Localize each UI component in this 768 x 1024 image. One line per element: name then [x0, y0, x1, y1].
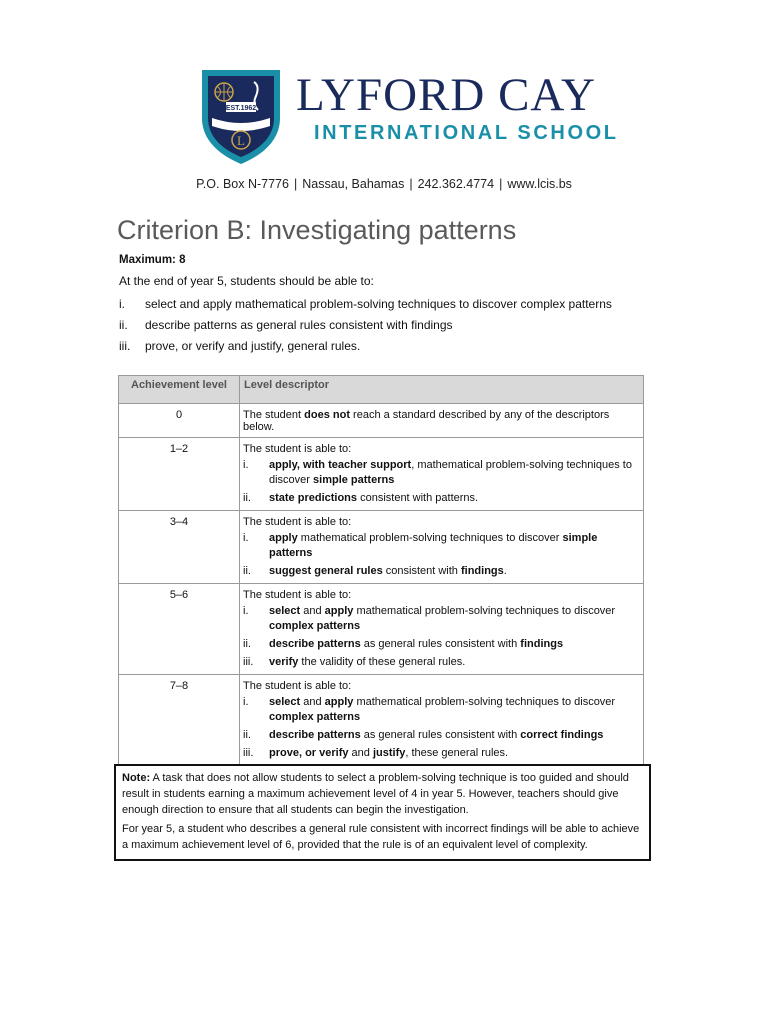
descriptor-text: the validity of these general rules. [298, 656, 466, 668]
rubric-row [119, 675, 644, 766]
rubric-row [119, 584, 644, 675]
rubric-header-row [119, 376, 644, 404]
descriptor-item-text [269, 655, 465, 670]
descriptor-lead: The student is able to: [243, 516, 352, 528]
descriptor-bold: select [269, 605, 301, 617]
achievement-level: 7–8 [119, 675, 240, 766]
school-logo [188, 58, 632, 170]
address-separator: | [293, 177, 298, 191]
descriptor-bold: simple patterns [269, 532, 598, 559]
descriptor-text: and [300, 696, 325, 708]
descriptor-text: The student [243, 409, 305, 421]
note-box [114, 764, 651, 861]
descriptor-lead: The student is able to: [243, 680, 352, 692]
descriptor-item-text [269, 604, 639, 634]
descriptor-text: consistent with patterns. [357, 492, 479, 504]
objective-text: select and apply mathematical problem-solving techniques to discover complex patterns [145, 296, 612, 311]
note-paragraph: For year 5, a student who describes a general rule consistent with incorrect findings will be able to achieve a maximum achievement level of 6, provided that the rule is of an equivalent level of complexity. [122, 823, 640, 851]
descriptor-item [243, 655, 639, 670]
descriptor-item-text [269, 491, 478, 506]
descriptor-bold: apply, with teacher support [269, 459, 412, 471]
descriptor-number: i. [243, 459, 249, 471]
address-city: Nassau, Bahamas [302, 177, 405, 191]
descriptor-bold: findings [520, 638, 564, 650]
address-phone: 242.362.4774 [417, 177, 495, 191]
descriptor-number: i. [243, 605, 249, 617]
descriptor-bold: describe patterns [269, 638, 361, 650]
descriptor-item [243, 695, 639, 725]
descriptor-text: , these general rules. [405, 747, 509, 759]
address-website: www.lcis.bs [507, 177, 572, 191]
descriptor-text: as general rules consistent with [360, 638, 521, 650]
descriptor-bold: verify [269, 656, 299, 668]
achievement-level-header: Achievement level [119, 376, 240, 404]
descriptor-item-text [269, 564, 507, 579]
rubric-row [119, 404, 644, 438]
rubric-row [119, 511, 644, 584]
descriptor-text: reach a standard described by any of the descriptors below. [243, 409, 610, 433]
descriptor-bold: simple patterns [313, 474, 395, 486]
descriptor-lead: The student is able to: [243, 443, 352, 455]
crest-letter: L [237, 133, 245, 148]
descriptor-item [243, 458, 639, 488]
objectives-list [119, 293, 612, 356]
address-separator: | [409, 177, 413, 191]
address-separator: | [499, 177, 503, 191]
school-address [0, 177, 768, 191]
descriptor-item [243, 491, 639, 506]
descriptor-bold: does not [304, 409, 350, 421]
descriptor-bold: prove, or verify [269, 747, 349, 759]
descriptor-bold: justify [372, 747, 406, 759]
descriptor-number: ii. [243, 492, 251, 504]
descriptor-bold: select [269, 696, 301, 708]
page-title: Criterion B: Investigating patterns [117, 215, 517, 245]
descriptor-bold: state predictions [269, 492, 358, 504]
descriptor-number: ii. [243, 565, 251, 577]
descriptor-number: i. [243, 532, 249, 544]
achievement-level: 5–6 [119, 584, 240, 675]
descriptor-item-text [269, 458, 639, 488]
level-descriptor [240, 404, 644, 438]
descriptor-item [243, 531, 639, 561]
descriptor-lead: The student is able to: [243, 589, 352, 601]
achievement-level: 3–4 [119, 511, 240, 584]
school-crest-icon [198, 66, 284, 166]
objective-item [119, 293, 612, 314]
descriptor-bold: apply [324, 696, 354, 708]
level-descriptor [240, 584, 644, 675]
descriptor-text: as general rules consistent with [360, 729, 521, 741]
descriptor-text: mathematical problem-solving techniques to discover [353, 696, 616, 708]
descriptor-bold: complex patterns [269, 711, 361, 723]
descriptor-item [243, 637, 639, 652]
descriptor-item-text [269, 531, 639, 561]
objectives-intro: At the end of year 5, students should be able to: [119, 274, 374, 288]
descriptor-item-text [269, 746, 508, 761]
descriptor-bold: complex patterns [269, 620, 361, 632]
achievement-level: 0 [119, 404, 240, 438]
descriptor-item-text [269, 637, 563, 652]
objective-number: ii. [119, 317, 128, 332]
descriptor-item [243, 746, 639, 761]
descriptor-number: ii. [243, 638, 251, 650]
objective-text: prove, or verify and justify, general rules. [145, 338, 361, 353]
crest-text: EST.1962 [225, 105, 257, 112]
objective-item [119, 314, 612, 335]
objective-number: iii. [119, 338, 131, 353]
achievement-level: 1–2 [119, 438, 240, 511]
descriptor-bold: findings [460, 565, 504, 577]
descriptor-text: . [503, 565, 507, 577]
descriptor-text: consistent with [382, 565, 461, 577]
descriptor-item-text [269, 695, 639, 725]
rubric-table [118, 375, 644, 766]
descriptor-number: i. [243, 696, 249, 708]
descriptor-text: mathematical problem-solving techniques to discover [297, 532, 563, 544]
descriptor-bold: correct findings [520, 729, 604, 741]
descriptor-bold: suggest general rules [269, 565, 383, 577]
note-text: A task that does not allow students to select a problem-solving technique is too guided and should result in students earning a maximum achievement level of 4 in year 5. However, teachers should give enough direction to ensure that all students can begin the investigation. [122, 772, 629, 816]
maximum-score: Maximum: 8 [119, 254, 186, 266]
school-subtitle: INTERNATIONAL SCHOOL [314, 122, 619, 144]
level-descriptor-header: Level descriptor [240, 376, 644, 404]
descriptor-item-text [269, 728, 603, 743]
rubric-row [119, 438, 644, 511]
descriptor-bold: apply [269, 532, 298, 544]
level-descriptor [240, 438, 644, 511]
note-label: Note: [122, 772, 151, 784]
descriptor-item [243, 604, 639, 634]
descriptor-item [243, 728, 639, 743]
objective-number: i. [119, 296, 125, 311]
objective-text: describe patterns as general rules consistent with findings [145, 317, 453, 332]
address-po-box: P.O. Box N-7776 [196, 177, 289, 191]
level-descriptor [240, 511, 644, 584]
descriptor-bold: apply [324, 605, 354, 617]
descriptor-bold: describe patterns [269, 729, 361, 741]
descriptor-number: ii. [243, 729, 251, 741]
descriptor-text: and [300, 605, 325, 617]
descriptor-text: , mathematical problem-solving techniques to discover [269, 459, 632, 486]
descriptor-number: iii. [243, 656, 254, 668]
descriptor-text: mathematical problem-solving techniques to discover [353, 605, 616, 617]
descriptor-item [243, 564, 639, 579]
school-name: LYFORD CAY [296, 69, 596, 121]
descriptor-number: iii. [243, 747, 254, 759]
note-paragraph [122, 770, 643, 818]
objective-item [119, 335, 612, 356]
level-descriptor [240, 675, 644, 766]
descriptor-text: and [348, 747, 373, 759]
